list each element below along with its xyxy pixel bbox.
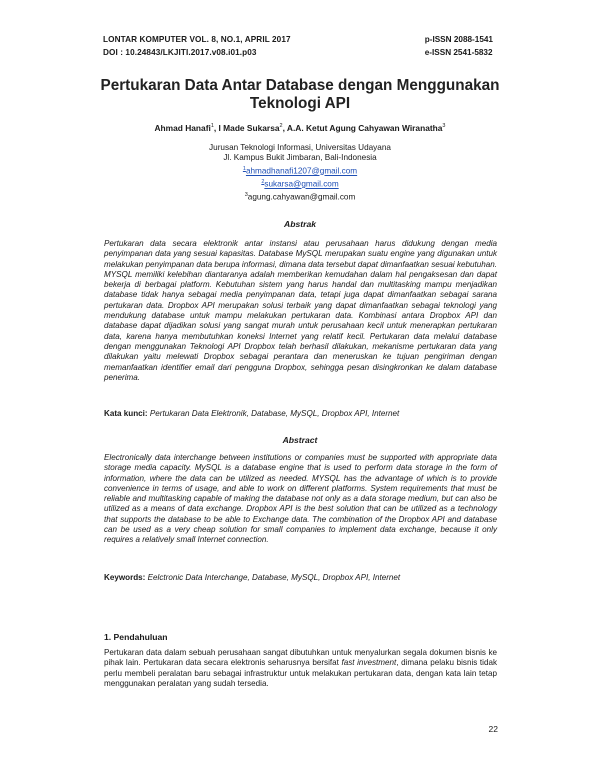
section-1-text-a: Pertukaran data dalam sebuah perusahaan sangat dibutuhkan untuk menyalurkan segala dokumen bisnis ke pihak lain. Pertukaran data secara elektronis seharusnya bersifat <box>104 648 497 668</box>
section-1-heading: 1. Pendahuluan <box>104 632 168 642</box>
abstract-text: Electronically data interchange between institutions or companies must be supported with appropriate data storage media capacity. MySQL is a database engine that is used to perform data storage in the form of information, where the data can be utilized as needed. MYSQL has the advantage of which is to provide convenience in terms of usage, and able to work on different platforms. System requirements that must be reliable and multitasking capable of making the database not only as a data storage medium, but can also be utilized as a means of data exchange. Dropbox API is the best solution that can be utilized as a technology that supports the database to be able to Exchange data. The combination of the Dropbox API and database can be used as a very cheap solution for small companies to implement data exchange, because it only requires a relatively small Internet connection. <box>104 453 497 545</box>
email-3-sup: 3 <box>244 192 248 199</box>
email-2-sup: 2 <box>261 178 265 185</box>
section-1-text-b: , dimana pelaku bisnis tidak perlu membeli peralatan baru sebagai infrastruktur untuk melakukan pertukaran data, dengan kata lain tetap menggunakan peralatan yang sudah tersedia. <box>104 658 497 689</box>
section-1-paragraph <box>104 648 497 690</box>
keywords <box>104 573 497 583</box>
header-left <box>103 33 291 59</box>
paper-title: Pertukaran Data Antar Database dengan Menggunakan Teknologi API <box>100 77 500 112</box>
journal-info: LONTAR KOMPUTER VOL. 8, NO.1, APRIL 2017 <box>103 35 291 44</box>
author-list: Ahmad Hanafi$^1$, I Made Sukarsa$^2$, A.A. Ketut Agung Cahyawan Wiranatha$^3$ <box>154 123 446 133</box>
author-1: Ahmad Hanafi <box>154 123 211 133</box>
abstract-heading: Abstract <box>282 435 318 445</box>
kata-kunci-label: Kata kunci: <box>104 409 148 418</box>
pissn: p-ISSN 2088-1541 <box>424 35 493 44</box>
author-1-sup: 1 <box>210 123 214 130</box>
author-2: I Made Sukarsa <box>218 123 280 133</box>
abstrak-heading: Abstrak <box>284 219 316 229</box>
eissn: e-ISSN 2541-5832 <box>424 48 493 57</box>
author-2-sup: 2 <box>279 123 283 130</box>
kata-kunci <box>104 409 497 419</box>
abstrak-text: Pertukaran data secara elektronik antar instansi atau perusahaan harus didukung dengan media penyimpanan data yang sesuai kapasitas. Database MySQL merupakan suatu engine yang digunakan untuk melakukan penyimpanan data berupa informasi, dimana data tersebut dapat dimanfaatkan sesuai kebutuhan. MYSQL memiliki kelebihan diantaranya adalah memberikan kemudahan dalam hal pengaksesan dan dapat bekerja di berbagai platform. Kebutuhan sistem yang harus handal dan multitasking mampu menjadikan database tidak hanya sebagai media penyimpanan data, tetapi juga dapat dimanfaatkan sebagai sarana pertukaran data. Dropbox API merupakan solusi terbaik yang dapat dimanfaatkan sebagai teknologi yang mendukung database untuk mampu melakukan pertukaran data. Kombinasi antara Dropbox API dan database dapat dijadikan solusi yang sangat murah untuk perusahaan kecil untuk menerapkan pertukaran data, karena hanya membutuhkan koneksi Internet yang relatif kecil. Pertukaran data melalui database dengan menggunakan Teknologi API Dropbox telah berhasil dilakukan, mekanisme pertukaran data yang dilakukan yaitu melewati Dropbox sebagai perantara dan meneruskan ke tujuan pengiriman dengan memanfaatkan identifier email dari pengguna Dropbox, sehingga pesan disingkronkan ke dalam database penerima. <box>104 239 497 382</box>
email-1-sup: 1 <box>242 165 246 172</box>
affiliation-address: Jl. Kampus Bukit Jimbaran, Bali-Indonesia <box>223 153 377 163</box>
keywords-value: Eelctronic Data Interchange, Database, MySQL, Dropbox API, Internet <box>147 573 401 582</box>
header-right <box>425 33 493 59</box>
author-3: A.A. Ketut Agung Cahyawan Wiranatha <box>286 123 443 133</box>
email-3: agung.cahyawan@gmail.com <box>247 192 356 202</box>
affiliation <box>100 143 500 203</box>
section-1-italic: fast investment <box>341 658 397 668</box>
email-link-1[interactable]: ahmadhanafi1207@gmail.com <box>245 166 358 176</box>
email-link-2[interactable]: sukarsa@gmail.com <box>264 179 339 189</box>
keywords-label: Keywords: <box>104 573 146 582</box>
kata-kunci-value: Pertukaran Data Elektronik, Database, MySQL, Dropbox API, Internet <box>149 409 400 418</box>
affiliation-dept: Jurusan Teknologi Informasi, Universitas Udayana <box>209 143 391 152</box>
doi: DOI : 10.24843/LKJITI.2017.v08.i01.p03 <box>103 48 257 57</box>
page-number: 22 <box>488 724 498 734</box>
author-3-sup: 3 <box>442 123 446 130</box>
